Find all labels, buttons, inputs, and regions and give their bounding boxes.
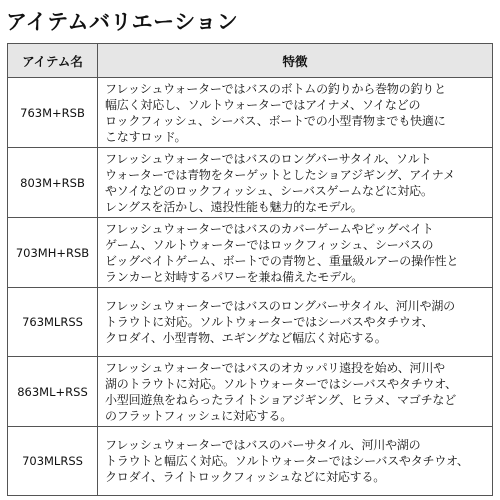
- feature-line: トラウトと幅広く対応。ソルトウォーターではシーバスやタチウオ、: [105, 454, 469, 468]
- feature-line: フレッシュウォーターではバスのオカッパリ遠投を始め、河川や: [105, 360, 445, 375]
- item-name-cell: 703MLRSS: [8, 427, 98, 496]
- table-row: [8, 288, 493, 357]
- feature-line: フレッシュウォーターではバスのバーサタイル、河川や湖の: [105, 438, 421, 452]
- table-row: [8, 357, 493, 427]
- feature-line: フレッシュウォーターではバスのカバーゲームやビッグベイト: [105, 221, 434, 236]
- feature-line: トラウトに対応。ソルトウォーターではシーバスやタチウオ、: [105, 315, 434, 329]
- item-variation-table: [7, 43, 493, 496]
- item-name-cell: 703MH+RSB: [8, 218, 98, 288]
- feature-line: クロダイ、小型青物、エギングなど幅広く対応する。: [105, 331, 387, 345]
- feature-line: 小型回遊魚をねらったライトショアジギング、ヒラメ、マゴチなど: [105, 392, 457, 407]
- item-name-cell: 803M+RSB: [8, 148, 98, 218]
- feature-cell: [98, 288, 493, 357]
- feature-cell: [98, 78, 493, 148]
- feature-line: ビッグベイトゲーム、ボートでの青物と、重量級ルアーの操作性と: [105, 253, 459, 268]
- feature-line: ロックフィッシュ、シーバス、ボートでの小型青物までも快適に: [105, 113, 446, 128]
- feature-line: ランカーと対峙するパワーを兼ね備えたモデル。: [105, 269, 364, 284]
- feature-cell: [98, 218, 493, 288]
- feature-cell: [98, 427, 493, 496]
- table-row: [8, 427, 493, 496]
- feature-line: フレッシュウォーターではバスのボトムの釣りから巻物の釣りと: [105, 81, 446, 96]
- header-item-name: アイテム名: [8, 44, 98, 78]
- feature-line: ウォーターでは青物をターゲットとしたショアジギング、アイナメ: [105, 167, 455, 182]
- feature-cell: [98, 357, 493, 427]
- feature-line: クロダイ、ライトロックフィッシュなどに対応する。: [105, 470, 386, 484]
- table-row: [8, 218, 493, 288]
- table-row: [8, 78, 493, 148]
- feature-cell: [98, 148, 493, 218]
- item-name-cell: 763MLRSS: [8, 288, 98, 357]
- feature-line: フレッシュウォーターではバスのロングバーサタイル、ソルト: [105, 151, 432, 166]
- feature-line: やソイなどのロックフィッシュ、シーバスゲームなどに対応。: [105, 183, 433, 198]
- feature-line: フレッシュウォーターではバスのロングバーサタイル、河川や湖の: [105, 299, 455, 313]
- feature-line: こなすロッド。: [105, 129, 187, 144]
- table-header-row: [8, 44, 493, 78]
- feature-line: のフラットフィッシュに対応する。: [105, 408, 293, 423]
- page-title: アイテムバリエーション: [6, 10, 239, 34]
- item-name-cell: 863ML+RSS: [8, 357, 98, 427]
- feature-line: 湖のトラウトに対応。ソルトウォーターではシーバスやタチウオ、: [105, 376, 457, 391]
- feature-line: レングスを活かし、遠投性能も魅力的なモデル。: [105, 199, 363, 214]
- feature-line: ゲーム、ソルトウォーターではロックフィッシュ、シーバスの: [105, 237, 434, 252]
- item-name-cell: 763M+RSB: [8, 78, 98, 148]
- table-row: [8, 148, 493, 218]
- feature-line: 幅広く対応し、ソルトウォーターではアイナメ、ソイなどの: [105, 97, 421, 112]
- header-feature: 特徴: [98, 44, 493, 78]
